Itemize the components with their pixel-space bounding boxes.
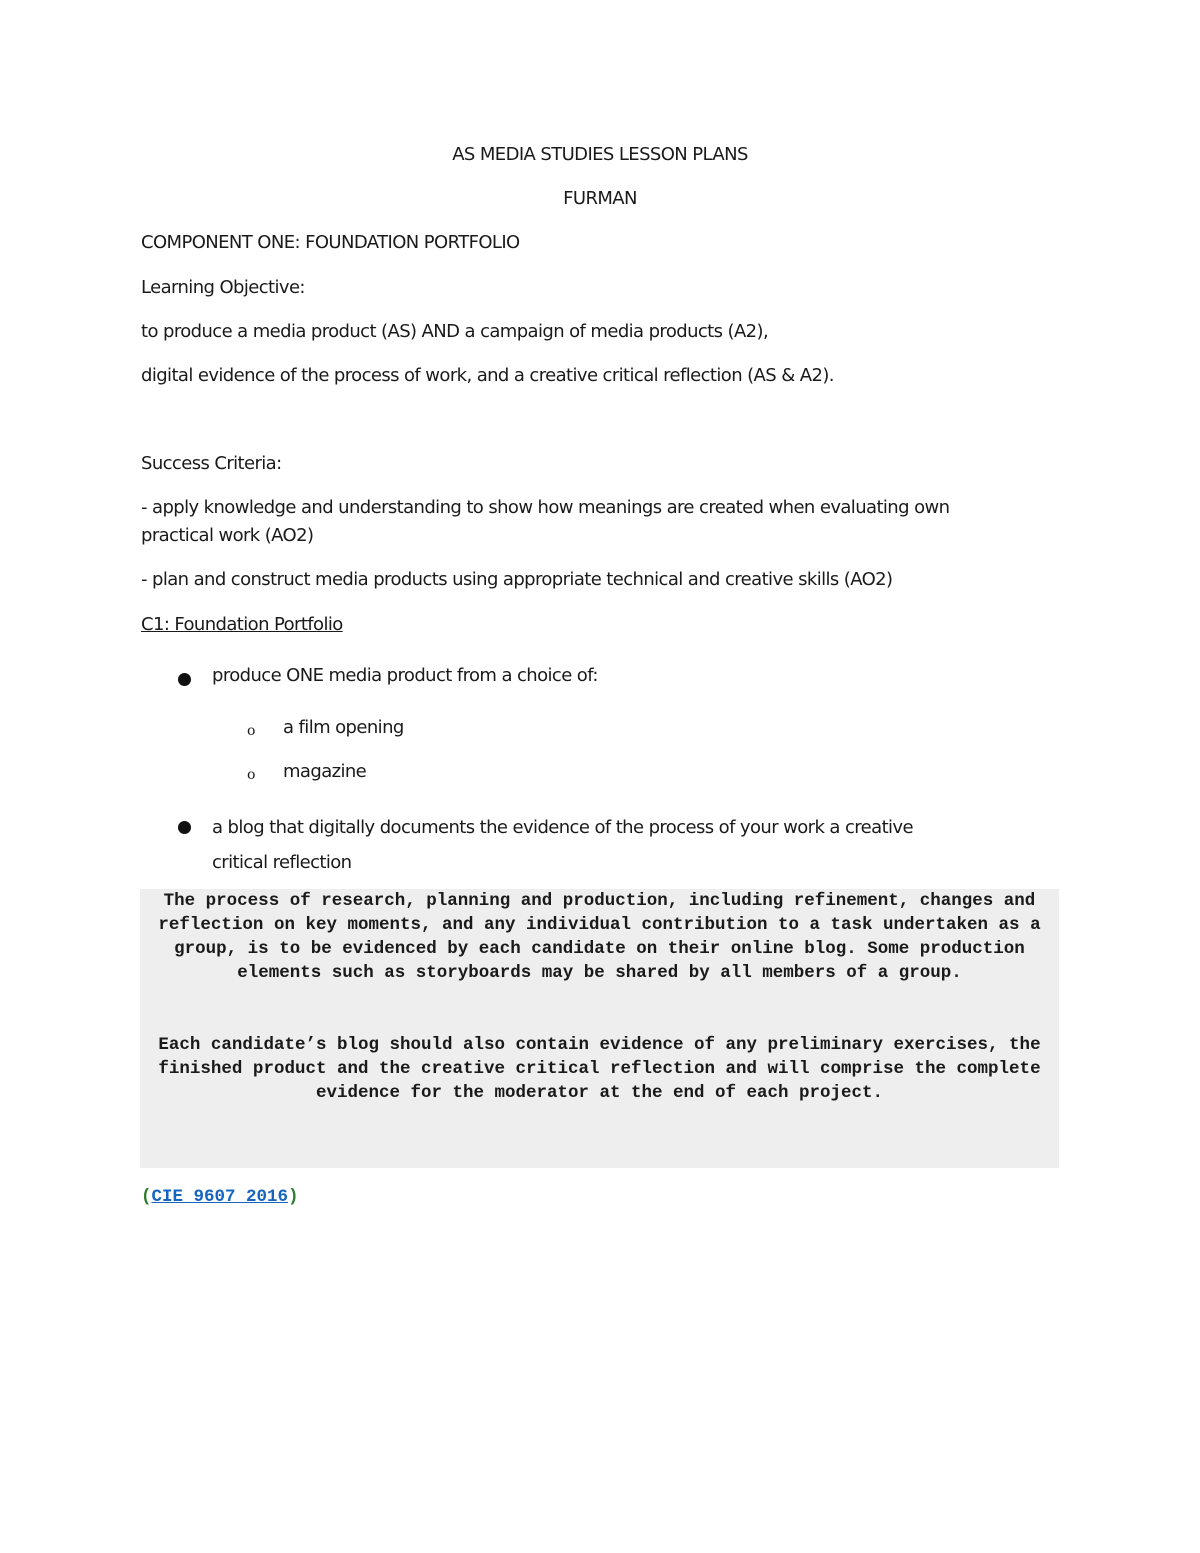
success-criteria-label: Success Criteria: bbox=[141, 453, 282, 474]
learning-objective-line-1: to produce a media product (AS) AND a campaign of media products (A2), bbox=[141, 321, 769, 342]
portfolio-bullet-1: produce ONE media product from a choice of: bbox=[212, 665, 598, 686]
learning-objective-label: Learning Objective: bbox=[141, 277, 305, 298]
success-criteria-item-1: - apply knowledge and understanding to show how meanings are created when evaluating own practical work (AO2) bbox=[141, 497, 950, 546]
portfolio-sub-item-magazine: magazine bbox=[283, 761, 367, 782]
portfolio-sub-item-film: a film opening bbox=[283, 717, 404, 738]
sub-bullet-icon: o bbox=[247, 767, 256, 783]
bullet-icon bbox=[178, 821, 191, 834]
citation-open-paren: ( bbox=[141, 1187, 152, 1207]
portfolio-heading: C1: Foundation Portfolio bbox=[141, 614, 343, 635]
portfolio-bullet-2: a blog that digitally documents the evidence of the process of your work a creative critical reflection bbox=[212, 817, 913, 873]
component-heading: COMPONENT ONE: FOUNDATION PORTFOLIO bbox=[141, 232, 520, 253]
citation-close-paren: ) bbox=[288, 1187, 299, 1207]
learning-objective-line-2: digital evidence of the process of work, and a creative critical reflection (AS & A2). bbox=[141, 365, 834, 386]
quote-paragraph-1: The process of research, planning and production, including refinement, changes and reflection on key moments, and any individual contribution to a task undertaken as a group, is to be evidenced by each candidate on their online blog. Some production elements such as storyboards may be shared by all members of a group. bbox=[158, 891, 1041, 983]
quoted-specification-box bbox=[140, 889, 1059, 1168]
document-title: AS MEDIA STUDIES LESSON PLANS bbox=[452, 144, 748, 165]
sub-bullet-icon: o bbox=[247, 723, 256, 739]
citation bbox=[141, 1185, 299, 1209]
bullet-icon bbox=[178, 673, 191, 686]
quote-paragraph-2: Each candidate’s blog should also contain evidence of any preliminary exercises, the finished product and the creative critical reflection and will comprise the complete evidence for the moderator at the end of each project. bbox=[158, 1035, 1041, 1103]
citation-link[interactable]: CIE 9607 2016 bbox=[151, 1187, 289, 1207]
document-author: FURMAN bbox=[563, 188, 637, 209]
success-criteria-item-2: - plan and construct media products using appropriate technical and creative skills (AO2) bbox=[141, 569, 893, 590]
